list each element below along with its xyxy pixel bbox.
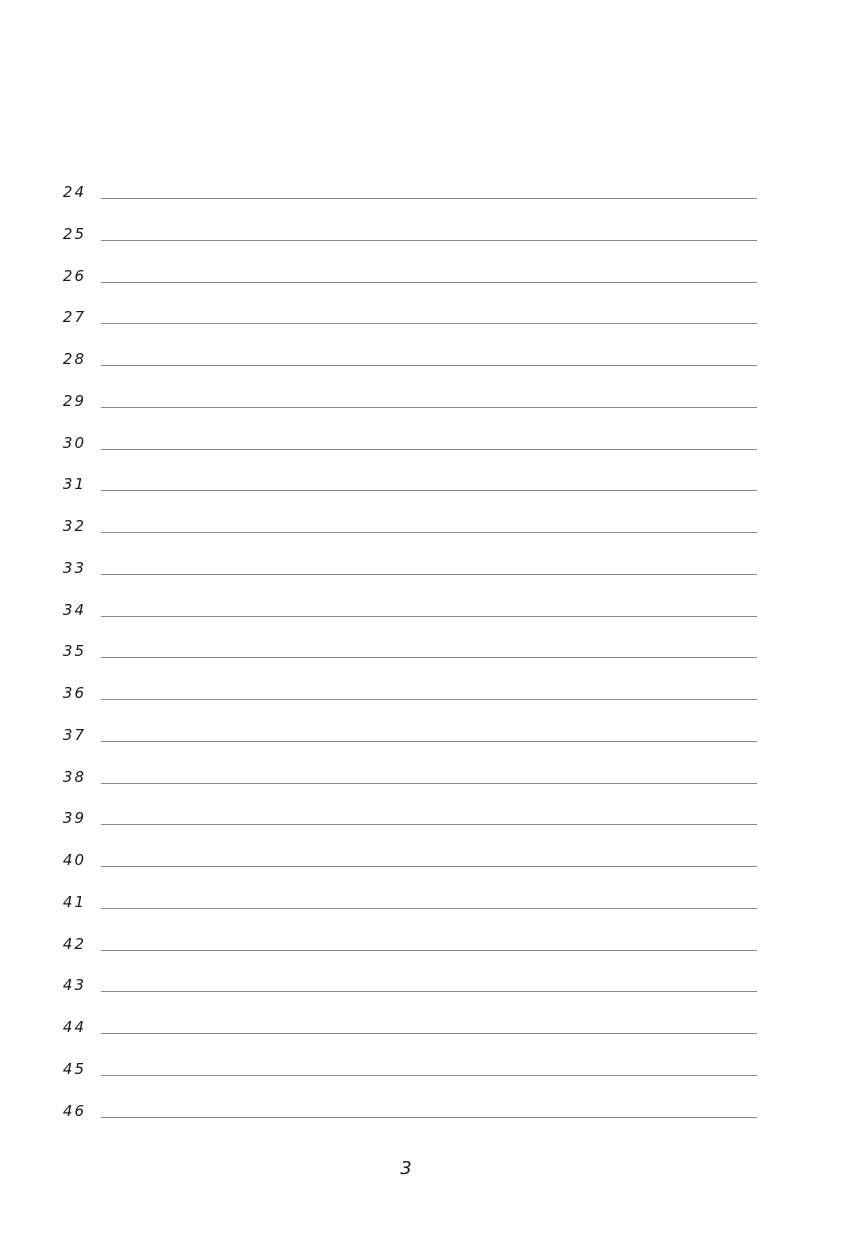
writing-line[interactable]: [101, 407, 757, 408]
writing-line-row: [0, 924, 844, 966]
line-number: 42: [62, 934, 86, 953]
line-number: 31: [62, 475, 86, 494]
writing-line[interactable]: [101, 950, 757, 951]
writing-line[interactable]: [101, 908, 757, 909]
writing-line-row: [0, 1007, 844, 1049]
line-number: 34: [62, 600, 86, 619]
line-number: 27: [62, 308, 86, 327]
writing-line-row: [0, 548, 844, 590]
writing-line-row: [0, 464, 844, 506]
line-number: 36: [62, 684, 86, 702]
line-number: 43: [62, 976, 86, 995]
writing-line[interactable]: [101, 866, 757, 867]
writing-line[interactable]: [101, 741, 757, 742]
writing-line[interactable]: [101, 783, 757, 784]
writing-line-row: [0, 506, 844, 548]
line-number: 40: [62, 851, 86, 869]
writing-line-row: [0, 757, 844, 799]
writing-line[interactable]: [101, 699, 757, 700]
line-number: 45: [62, 1059, 86, 1078]
writing-line-row: [0, 172, 844, 214]
line-number: 46: [62, 1101, 86, 1120]
writing-line[interactable]: [101, 449, 757, 450]
line-number: 24: [62, 183, 86, 201]
writing-line-row: [0, 1091, 844, 1133]
writing-line-row: [0, 214, 844, 256]
line-number: 25: [62, 224, 86, 243]
writing-line-row: [0, 1049, 844, 1091]
writing-line-row: [0, 631, 844, 673]
line-number: 30: [62, 433, 86, 452]
writing-line-row: [0, 715, 844, 757]
writing-line-row: [0, 882, 844, 924]
writing-line[interactable]: [101, 365, 757, 366]
line-number: 35: [62, 642, 86, 661]
writing-line[interactable]: [101, 323, 757, 324]
line-number: 38: [62, 767, 86, 786]
writing-line-row: [0, 339, 844, 381]
writing-line[interactable]: [101, 198, 757, 199]
writing-line-row: [0, 381, 844, 423]
line-number: 29: [62, 391, 86, 410]
writing-line[interactable]: [101, 657, 757, 658]
line-number: 37: [62, 725, 86, 744]
writing-line[interactable]: [101, 616, 757, 617]
writing-line[interactable]: [101, 282, 757, 283]
line-number: 32: [62, 517, 86, 535]
writing-line[interactable]: [101, 1075, 757, 1076]
line-number: 39: [62, 809, 86, 828]
writing-line[interactable]: [101, 532, 757, 533]
writing-line-row: [0, 256, 844, 298]
writing-line-row: [0, 590, 844, 632]
line-number: 44: [62, 1018, 86, 1036]
line-number: 33: [62, 558, 86, 577]
writing-line[interactable]: [101, 991, 757, 992]
line-number: 26: [62, 266, 86, 285]
writing-line-row: [0, 798, 844, 840]
writing-line-row: [0, 297, 844, 339]
writing-line[interactable]: [101, 1117, 757, 1118]
writing-line-row: [0, 965, 844, 1007]
writing-line[interactable]: [101, 1033, 757, 1034]
writing-line[interactable]: [101, 574, 757, 575]
writing-line-row: [0, 840, 844, 882]
writing-line-row: [0, 673, 844, 715]
page-number: 3: [400, 1158, 412, 1179]
writing-line[interactable]: [101, 240, 757, 241]
writing-line-row: [0, 423, 844, 465]
writing-lines: [0, 172, 844, 1132]
line-number: 28: [62, 350, 86, 368]
line-number: 41: [62, 892, 86, 911]
writing-line[interactable]: [101, 490, 757, 491]
writing-line[interactable]: [101, 824, 757, 825]
